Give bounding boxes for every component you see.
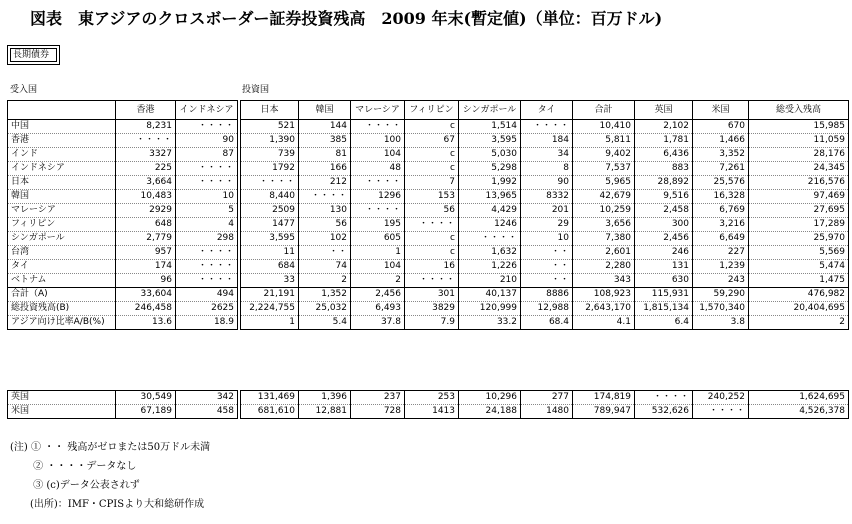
table-cell: 532,626	[635, 405, 693, 419]
table-cell: c	[405, 246, 459, 260]
table-cell: 521	[241, 120, 299, 134]
table-cell: 1	[241, 316, 299, 330]
table-cell: 7.9	[405, 316, 459, 330]
table-cell: 1480	[521, 405, 573, 419]
cell-hong-kong: ・・・・	[116, 134, 176, 148]
table-cell: 97,469	[749, 190, 849, 204]
table-cell: 5,965	[573, 176, 635, 190]
table-cell: 1477	[241, 218, 299, 232]
table-cell: 120,999	[459, 302, 521, 316]
table-row	[8, 274, 238, 288]
table-cell: 385	[299, 134, 351, 148]
table-cell: 253	[405, 391, 459, 405]
table-row	[241, 190, 849, 204]
table-cell: 5,811	[573, 134, 635, 148]
table-cell: 243	[693, 274, 749, 288]
cell-hong-kong: 67,189	[116, 405, 176, 419]
table-cell: 3,595	[459, 134, 521, 148]
table-cell: 8886	[521, 288, 573, 302]
row-label: 韓国	[8, 190, 116, 204]
table-cell: ・・	[521, 246, 573, 260]
table-row	[8, 391, 238, 405]
table-cell: 684	[241, 260, 299, 274]
table-cell: 3,216	[693, 218, 749, 232]
cell-hong-kong: 13.6	[116, 316, 176, 330]
table-cell: ・・・・	[351, 120, 405, 134]
cell-hong-kong: 225	[116, 162, 176, 176]
table-cell: 174,819	[573, 391, 635, 405]
table-cell: 5,030	[459, 148, 521, 162]
category-badge-label: 長期債券	[10, 48, 57, 62]
table-cell: 195	[351, 218, 405, 232]
table-row	[8, 190, 238, 204]
table-cell: 4,526,378	[749, 405, 849, 419]
table-cell: 7,261	[693, 162, 749, 176]
table-cell: 59,290	[693, 288, 749, 302]
table-cell: 9,402	[573, 148, 635, 162]
note-2: ② ・・・・データなし	[10, 461, 137, 472]
table-cell: 8332	[521, 190, 573, 204]
table-cell: 1,390	[241, 134, 299, 148]
cell-indonesia: 10	[176, 190, 238, 204]
table-header-row	[241, 101, 849, 120]
table-cell: c	[405, 162, 459, 176]
left-bottom-table	[7, 390, 238, 419]
table-cell: 184	[521, 134, 573, 148]
table-cell: 728	[351, 405, 405, 419]
table-cell: c	[405, 232, 459, 246]
cell-indonesia: 494	[176, 288, 238, 302]
row-label: インド	[8, 148, 116, 162]
table-cell: 2,456	[351, 288, 405, 302]
table-cell: 883	[635, 162, 693, 176]
table-cell: 2,102	[635, 120, 693, 134]
table-row	[8, 204, 238, 218]
column-header: 韓国	[299, 101, 351, 120]
cell-indonesia: 458	[176, 405, 238, 419]
table-cell: 4.1	[573, 316, 635, 330]
table-cell: 2	[299, 274, 351, 288]
table-cell: 10,296	[459, 391, 521, 405]
table-cell: 1,352	[299, 288, 351, 302]
table-cell: 28,176	[749, 148, 849, 162]
table-cell: 227	[693, 246, 749, 260]
column-header: 日本	[241, 101, 299, 120]
table-row	[8, 176, 238, 190]
cell-hong-kong: 174	[116, 260, 176, 274]
row-label: 米国	[8, 405, 116, 419]
table-cell: 34	[521, 148, 573, 162]
table-cell: 144	[299, 120, 351, 134]
table-cell: 8	[521, 162, 573, 176]
page-title: 図表 東アジアのクロスボーダー証券投資残高 2009 年末(暫定値)（単位：百万ドル)	[30, 9, 663, 28]
table-row	[8, 162, 238, 176]
table-cell: ・・・・	[299, 190, 351, 204]
table-cell: 240,252	[693, 391, 749, 405]
row-label: タイ	[8, 260, 116, 274]
table-cell: 21,191	[241, 288, 299, 302]
table-row	[8, 246, 238, 260]
table-cell: ・・・・	[241, 176, 299, 190]
table-cell: 10	[521, 232, 573, 246]
table-header-row	[8, 101, 238, 120]
table-cell: 5,569	[749, 246, 849, 260]
table-cell: ・・	[521, 260, 573, 274]
table-cell: 166	[299, 162, 351, 176]
table-cell: 27,695	[749, 204, 849, 218]
table-cell: 2	[749, 316, 849, 330]
table-cell: 246	[635, 246, 693, 260]
cell-indonesia: 5	[176, 204, 238, 218]
table-cell: 1,396	[299, 391, 351, 405]
table-cell: 8,440	[241, 190, 299, 204]
table-cell: 1	[351, 246, 405, 260]
table-cell: 11,059	[749, 134, 849, 148]
column-header: 総受入残高	[749, 101, 849, 120]
cell-indonesia: ・・・・	[176, 162, 238, 176]
table-cell: 2,456	[635, 232, 693, 246]
table-cell: 1,632	[459, 246, 521, 260]
table-cell: 343	[573, 274, 635, 288]
table-cell: 16	[405, 260, 459, 274]
table-row	[241, 120, 849, 134]
row-label: ベトナム	[8, 274, 116, 288]
cell-indonesia: ・・・・	[176, 274, 238, 288]
cell-indonesia: ・・・・	[176, 120, 238, 134]
table-cell: 56	[405, 204, 459, 218]
row-label: 合計（A)	[8, 288, 116, 302]
table-cell: 153	[405, 190, 459, 204]
table-cell: 5,298	[459, 162, 521, 176]
table-cell: ・・・・	[459, 232, 521, 246]
row-label: 総投資残高(B)	[8, 302, 116, 316]
table-row	[241, 134, 849, 148]
table-cell: 10,410	[573, 120, 635, 134]
table-cell: 56	[299, 218, 351, 232]
cell-hong-kong: 3327	[116, 148, 176, 162]
column-header: 合計	[573, 101, 635, 120]
table-cell: 10,259	[573, 204, 635, 218]
cell-hong-kong: 2929	[116, 204, 176, 218]
recipient-country-label: 受入国	[10, 85, 38, 95]
table-cell: 28,892	[635, 176, 693, 190]
table-row	[8, 218, 238, 232]
row-label: 台湾	[8, 246, 116, 260]
cell-indonesia: ・・・・	[176, 246, 238, 260]
table-cell: ・・・・	[635, 391, 693, 405]
table-cell: 6,769	[693, 204, 749, 218]
table-cell: 6.4	[635, 316, 693, 330]
table-cell: 25,970	[749, 232, 849, 246]
table-cell: 1,570,340	[693, 302, 749, 316]
row-label: マレーシア	[8, 204, 116, 218]
table-cell: 210	[459, 274, 521, 288]
table-row	[241, 218, 849, 232]
table-row	[241, 176, 849, 190]
table-cell: ・・・・	[693, 405, 749, 419]
table-cell: 131	[635, 260, 693, 274]
table-row	[241, 405, 849, 419]
row-label: 英国	[8, 391, 116, 405]
table-cell: 7	[405, 176, 459, 190]
table-row	[8, 316, 238, 330]
cell-hong-kong: 8,231	[116, 120, 176, 134]
column-header: シンガポール	[459, 101, 521, 120]
left-investment-table	[7, 100, 238, 330]
table-cell: 1,239	[693, 260, 749, 274]
table-row	[8, 148, 238, 162]
table-cell: 37.8	[351, 316, 405, 330]
table-row	[241, 148, 849, 162]
cell-hong-kong: 246,458	[116, 302, 176, 316]
table-cell: 16,328	[693, 190, 749, 204]
table-cell: 102	[299, 232, 351, 246]
table-row	[241, 204, 849, 218]
table-cell: 15,985	[749, 120, 849, 134]
table-cell: 6,493	[351, 302, 405, 316]
table-cell: 476,982	[749, 288, 849, 302]
table-cell: 12,988	[521, 302, 573, 316]
table-cell: 104	[351, 260, 405, 274]
table-cell: 24,345	[749, 162, 849, 176]
table-cell: 300	[635, 218, 693, 232]
cell-indonesia: ・・・・	[176, 176, 238, 190]
table-cell: c	[405, 120, 459, 134]
cell-hong-kong: 957	[116, 246, 176, 260]
investor-country-label: 投資国	[242, 85, 270, 95]
table-cell: 12,881	[299, 405, 351, 419]
cell-indonesia: 87	[176, 148, 238, 162]
table-cell: 100	[351, 134, 405, 148]
table-cell: 131,469	[241, 391, 299, 405]
table-cell: 1,992	[459, 176, 521, 190]
cell-hong-kong: 648	[116, 218, 176, 232]
cell-indonesia: 2625	[176, 302, 238, 316]
cell-hong-kong: 10,483	[116, 190, 176, 204]
right-bottom-table	[240, 390, 849, 419]
row-label: 中国	[8, 120, 116, 134]
note-source: (出所)：IMF・CPISより大和総研作成	[10, 499, 205, 510]
cell-hong-kong: 96	[116, 274, 176, 288]
column-header	[8, 101, 116, 120]
table-cell: 277	[521, 391, 573, 405]
row-label: 日本	[8, 176, 116, 190]
table-cell: 237	[351, 391, 405, 405]
note-3: ③ (c)データ公表されず	[10, 480, 140, 491]
cell-indonesia: 342	[176, 391, 238, 405]
table-cell: 24,188	[459, 405, 521, 419]
column-header: 英国	[635, 101, 693, 120]
column-header: 香港	[116, 101, 176, 120]
table-cell: 2,643,170	[573, 302, 635, 316]
row-label: シンガポール	[8, 232, 116, 246]
table-cell: 42,679	[573, 190, 635, 204]
table-row	[241, 316, 849, 330]
table-cell: 1,815,134	[635, 302, 693, 316]
table-cell: 2	[351, 274, 405, 288]
row-label: インドネシア	[8, 162, 116, 176]
table-cell: 40,137	[459, 288, 521, 302]
table-cell: 3.8	[693, 316, 749, 330]
table-cell: 2509	[241, 204, 299, 218]
cell-indonesia: 90	[176, 134, 238, 148]
table-cell: 7,380	[573, 232, 635, 246]
table-cell: 115,931	[635, 288, 693, 302]
row-label: アジア向け比率A/B(%)	[8, 316, 116, 330]
table-cell: 5,474	[749, 260, 849, 274]
table-cell: 1413	[405, 405, 459, 419]
row-label: 香港	[8, 134, 116, 148]
table-cell: 1792	[241, 162, 299, 176]
table-cell: ・・・・	[521, 120, 573, 134]
table-row	[241, 260, 849, 274]
table-cell: ・・	[521, 274, 573, 288]
table-cell: 2,458	[635, 204, 693, 218]
table-row	[241, 274, 849, 288]
row-label: フィリピン	[8, 218, 116, 232]
table-cell: 4,429	[459, 204, 521, 218]
table-cell: 67	[405, 134, 459, 148]
column-header: 米国	[693, 101, 749, 120]
table-cell: 90	[521, 176, 573, 190]
note-1: (注) ① ・・ 残高がゼロまたは50万ドル未満	[10, 442, 211, 453]
table-cell: ・・	[299, 246, 351, 260]
table-cell: 201	[521, 204, 573, 218]
table-cell: 5.4	[299, 316, 351, 330]
table-cell: 212	[299, 176, 351, 190]
table-cell: 2,601	[573, 246, 635, 260]
table-cell: ・・・・	[405, 274, 459, 288]
table-cell: 33	[241, 274, 299, 288]
table-cell: 301	[405, 288, 459, 302]
table-cell: 17,289	[749, 218, 849, 232]
table-cell: 108,923	[573, 288, 635, 302]
table-row	[241, 232, 849, 246]
footnotes	[10, 438, 210, 514]
table-cell: 2,224,755	[241, 302, 299, 316]
table-row	[8, 232, 238, 246]
table-cell: 1296	[351, 190, 405, 204]
table-row	[8, 260, 238, 274]
table-cell: 3,595	[241, 232, 299, 246]
table-row	[8, 120, 238, 134]
table-cell: 216,576	[749, 176, 849, 190]
table-cell: 20,404,695	[749, 302, 849, 316]
table-cell: 25,032	[299, 302, 351, 316]
column-header: マレーシア	[351, 101, 405, 120]
table-row	[241, 302, 849, 316]
category-badge	[7, 45, 60, 65]
table-cell: 7,537	[573, 162, 635, 176]
table-cell: 605	[351, 232, 405, 246]
table-cell: ・・・・	[351, 204, 405, 218]
table-cell: 670	[693, 120, 749, 134]
column-header: インドネシア	[176, 101, 238, 120]
table-row	[241, 288, 849, 302]
table-cell: 29	[521, 218, 573, 232]
table-cell: 74	[299, 260, 351, 274]
table-cell: 1,226	[459, 260, 521, 274]
table-cell: 739	[241, 148, 299, 162]
table-cell: 13,965	[459, 190, 521, 204]
table-cell: 81	[299, 148, 351, 162]
table-row	[8, 302, 238, 316]
table-cell: 681,610	[241, 405, 299, 419]
right-investment-table	[240, 100, 849, 330]
cell-hong-kong: 3,664	[116, 176, 176, 190]
table-row	[8, 134, 238, 148]
table-cell: 1,781	[635, 134, 693, 148]
cell-indonesia: 4	[176, 218, 238, 232]
cell-indonesia: 18.9	[176, 316, 238, 330]
table-cell: 3,656	[573, 218, 635, 232]
cell-hong-kong: 33,604	[116, 288, 176, 302]
table-cell: 789,947	[573, 405, 635, 419]
table-cell: 11	[241, 246, 299, 260]
cell-hong-kong: 2,779	[116, 232, 176, 246]
table-cell: 6,436	[635, 148, 693, 162]
table-cell: 1,514	[459, 120, 521, 134]
table-cell: 3,352	[693, 148, 749, 162]
table-row	[241, 246, 849, 260]
cell-indonesia: ・・・・	[176, 260, 238, 274]
table-cell: 3829	[405, 302, 459, 316]
table-row	[241, 391, 849, 405]
table-cell: ・・・・	[351, 176, 405, 190]
table-cell: 1,475	[749, 274, 849, 288]
table-cell: 630	[635, 274, 693, 288]
table-cell: 2,280	[573, 260, 635, 274]
table-cell: 9,516	[635, 190, 693, 204]
table-cell: 48	[351, 162, 405, 176]
table-cell: 130	[299, 204, 351, 218]
table-cell: 25,576	[693, 176, 749, 190]
table-row	[8, 405, 238, 419]
table-cell: 1,624,695	[749, 391, 849, 405]
cell-indonesia: 298	[176, 232, 238, 246]
table-cell: 1,466	[693, 134, 749, 148]
column-header: フィリピン	[405, 101, 459, 120]
table-row	[241, 162, 849, 176]
column-header: タイ	[521, 101, 573, 120]
table-cell: 104	[351, 148, 405, 162]
table-cell: 6,649	[693, 232, 749, 246]
table-cell: 1246	[459, 218, 521, 232]
cell-hong-kong: 30,549	[116, 391, 176, 405]
table-cell: ・・・・	[405, 218, 459, 232]
table-cell: c	[405, 148, 459, 162]
table-cell: 33.2	[459, 316, 521, 330]
table-cell: 68.4	[521, 316, 573, 330]
table-row	[8, 288, 238, 302]
